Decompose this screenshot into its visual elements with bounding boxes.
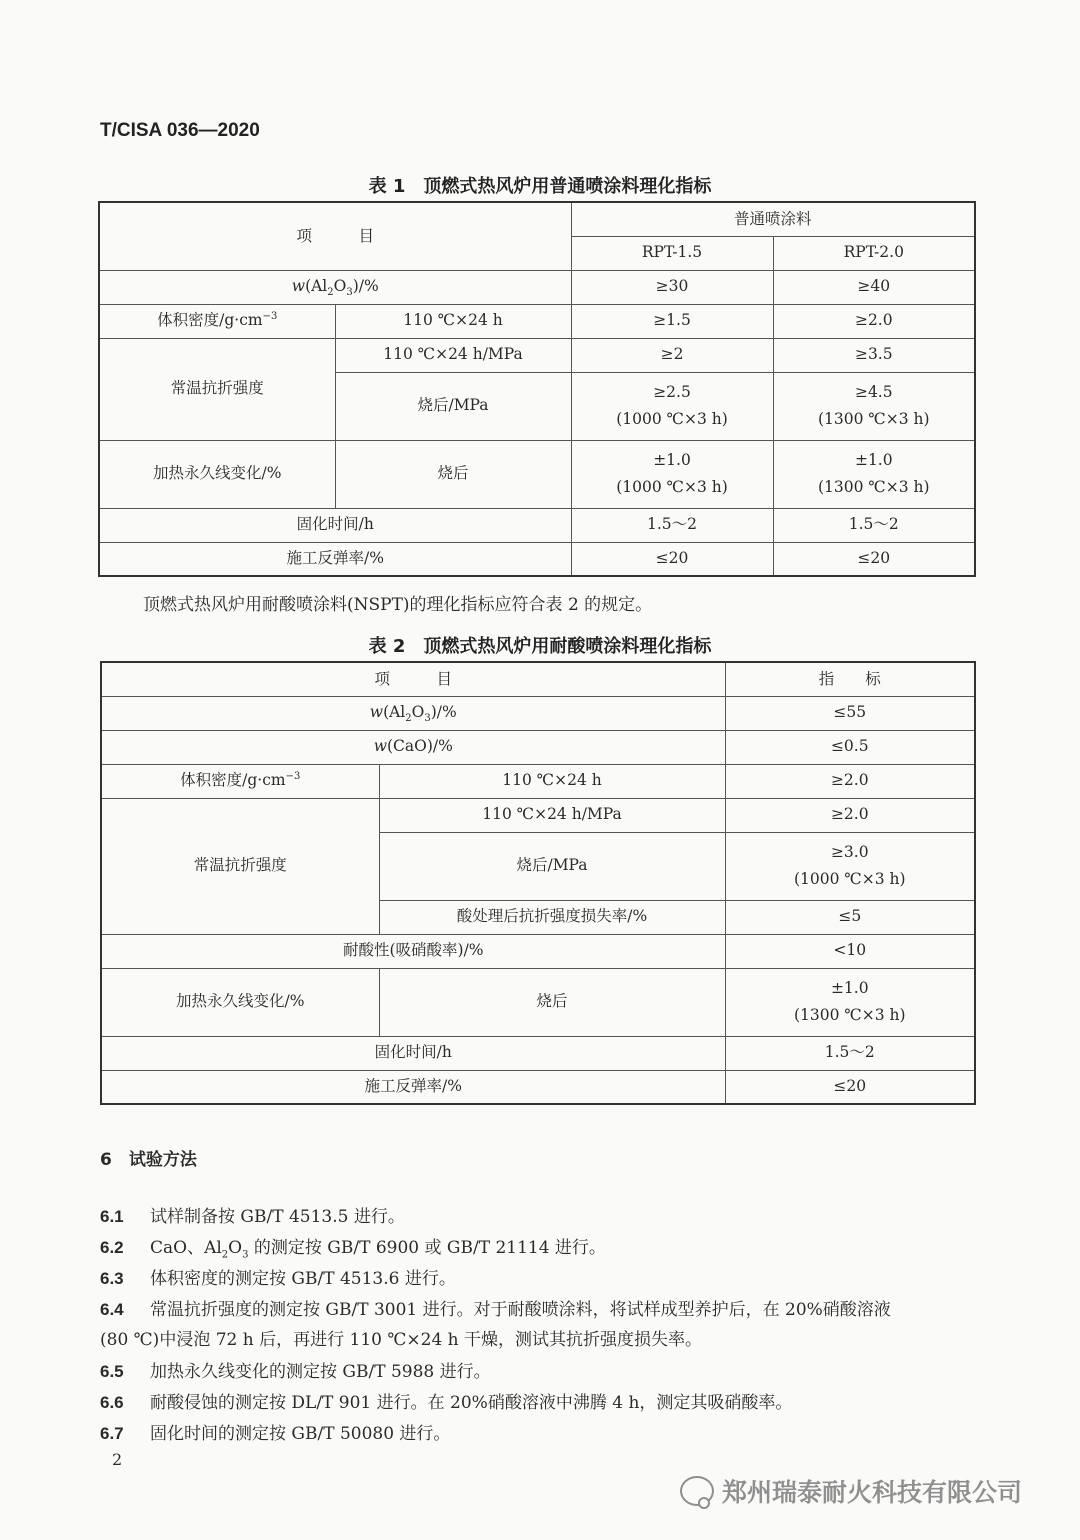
table1-cell: ≤20 bbox=[773, 542, 975, 576]
table1-cell: 1.5～2 bbox=[571, 508, 773, 542]
table2-cell: ≥2.0 bbox=[725, 764, 975, 798]
table2-plc-label: 加热永久线变化/% bbox=[101, 968, 379, 1036]
table2-cell: 烧后 bbox=[379, 968, 725, 1036]
table2-cell: ±1.0 (1300 ℃×3 h) bbox=[725, 968, 975, 1036]
table1-cure-label: 固化时间/h bbox=[99, 508, 571, 542]
table2-cell: ≥3.0 (1000 ℃×3 h) bbox=[725, 832, 975, 900]
table2-cao-label: w(CaO)/% bbox=[101, 730, 725, 764]
watermark bbox=[680, 1473, 1022, 1509]
method-item-6-2: 6.2 CaO、$Al_2O_3$ 的测定按 GB/T 6900 或 GB/T 21114 进行。 bbox=[100, 1238, 606, 1261]
table1-cell: 110 ℃×24 h bbox=[335, 304, 571, 338]
table1-cell: ≥2.0 bbox=[773, 304, 975, 338]
table2-cell: ≤20 bbox=[725, 1070, 975, 1104]
table2-item-header: 项 目 bbox=[101, 662, 725, 696]
intro-paragraph: 顶燃式热风炉用耐酸喷涂料(NSPT)的理化指标应符合表 2 的规定。 bbox=[143, 595, 653, 615]
method-item-6-6: 6.6 耐酸侵蚀的测定按 DL/T 901 进行。在 20%硝酸溶液中沸腾 4 h，测定其吸硝酸率。 bbox=[100, 1393, 793, 1413]
table1-cell: ≥40 bbox=[773, 270, 975, 304]
table1-cell: ≥3.5 bbox=[773, 338, 975, 372]
table1-caption: 表 1 顶燃式热风炉用普通喷涂料理化指标 bbox=[368, 176, 712, 197]
method-item-6-3: 6.3 体积密度的测定按 GB/T 4513.6 进行。 bbox=[100, 1269, 456, 1289]
table1-cell: 110 ℃×24 h/MPa bbox=[335, 338, 571, 372]
table2-cell: ≤0.5 bbox=[725, 730, 975, 764]
table1-cell: ±1.0 (1300 ℃×3 h) bbox=[773, 440, 975, 508]
table2-caption: 表 2 顶燃式热风炉用耐酸喷涂料理化指标 bbox=[368, 636, 712, 657]
page-number: 2 bbox=[112, 1450, 123, 1469]
table2-cell: 110 ℃×24 h/MPa bbox=[379, 798, 725, 832]
table2-al2o3-label: $w(Al_2O_3)/\%$ bbox=[101, 696, 725, 730]
watermark-text: 郑州瑞泰耐火科技有限公司 bbox=[722, 1478, 1023, 1507]
table2-density-label: 体积密度$/g\cdot cm^{-3}$ bbox=[101, 764, 379, 798]
method-item-6-7: 6.7 固化时间的测定按 GB/T 50080 进行。 bbox=[100, 1424, 451, 1444]
wechat-icon bbox=[680, 1476, 714, 1506]
table1-al2o3-label: $w(Al_2O_3)/\%$ bbox=[99, 270, 571, 304]
table2-cell: ≥2.0 bbox=[725, 798, 975, 832]
table2-cell: ≤5 bbox=[725, 900, 975, 934]
table1-cell: ≥4.5 (1300 ℃×3 h) bbox=[773, 372, 975, 440]
document-code: T/CISA 036—2020 bbox=[100, 120, 260, 141]
table2-cell: <10 bbox=[725, 934, 975, 968]
table1-density-label: 体积密度$/g\cdot cm^{-3}$ bbox=[99, 304, 335, 338]
table1-plc-label: 加热永久线变化/% bbox=[99, 440, 335, 508]
table1-cell: ±1.0 (1000 ℃×3 h) bbox=[571, 440, 773, 508]
table1-item-header: 项 目 bbox=[99, 202, 571, 270]
table2-strength-label: 常温抗折强度 bbox=[101, 798, 379, 934]
table2-cell: 110 ℃×24 h bbox=[379, 764, 725, 798]
table2-acid-label: 耐酸性(吸硝酸率)/% bbox=[101, 934, 725, 968]
table1-rebound-label: 施工反弹率/% bbox=[99, 542, 571, 576]
table1-cell: ≤20 bbox=[571, 542, 773, 576]
table2-cell: ≤55 bbox=[725, 696, 975, 730]
table2-cell: 酸处理后抗折强度损失率/% bbox=[379, 900, 725, 934]
method-item-6-1: 6.1 试样制备按 GB/T 4513.5 进行。 bbox=[100, 1207, 405, 1227]
table1-cell: ≥1.5 bbox=[571, 304, 773, 338]
table1-cell: 烧后/MPa bbox=[335, 372, 571, 440]
table2 bbox=[100, 661, 976, 1105]
table1-strength-label: 常温抗折强度 bbox=[99, 338, 335, 440]
table2-cell: 烧后/MPa bbox=[379, 832, 725, 900]
table2-cell: 1.5～2 bbox=[725, 1036, 975, 1070]
table1-col-rpt20: RPT-2.0 bbox=[773, 236, 975, 270]
table1-cell: ≥30 bbox=[571, 270, 773, 304]
table1-cell: 1.5～2 bbox=[773, 508, 975, 542]
table1-cell: 烧后 bbox=[335, 440, 571, 508]
method-item-6-4: 6.4 常温抗折强度的测定按 GB/T 3001 进行。对于耐酸喷涂料，将试样成型养护后，在 20%硝酸溶液 bbox=[100, 1300, 891, 1320]
table2-cure-label: 固化时间/h bbox=[101, 1036, 725, 1070]
table1-col-rpt15: RPT-1.5 bbox=[571, 236, 773, 270]
table1-group-header: 普通喷涂料 bbox=[571, 202, 975, 236]
table1-cell: ≥2 bbox=[571, 338, 773, 372]
method-item-6-4-cont: (80 ℃)中浸泡 72 h 后，再进行 110 ℃×24 h 干燥，测试其抗折强度损失率。 bbox=[100, 1330, 703, 1350]
table2-rebound-label: 施工反弹率/% bbox=[101, 1070, 725, 1104]
table1 bbox=[98, 201, 976, 577]
section6-title: 6 试验方法 bbox=[100, 1150, 197, 1170]
method-item-6-5: 6.5 加热永久线变化的测定按 GB/T 5988 进行。 bbox=[100, 1362, 491, 1382]
table1-cell: ≥2.5 (1000 ℃×3 h) bbox=[571, 372, 773, 440]
table2-index-header: 指 标 bbox=[725, 662, 975, 696]
